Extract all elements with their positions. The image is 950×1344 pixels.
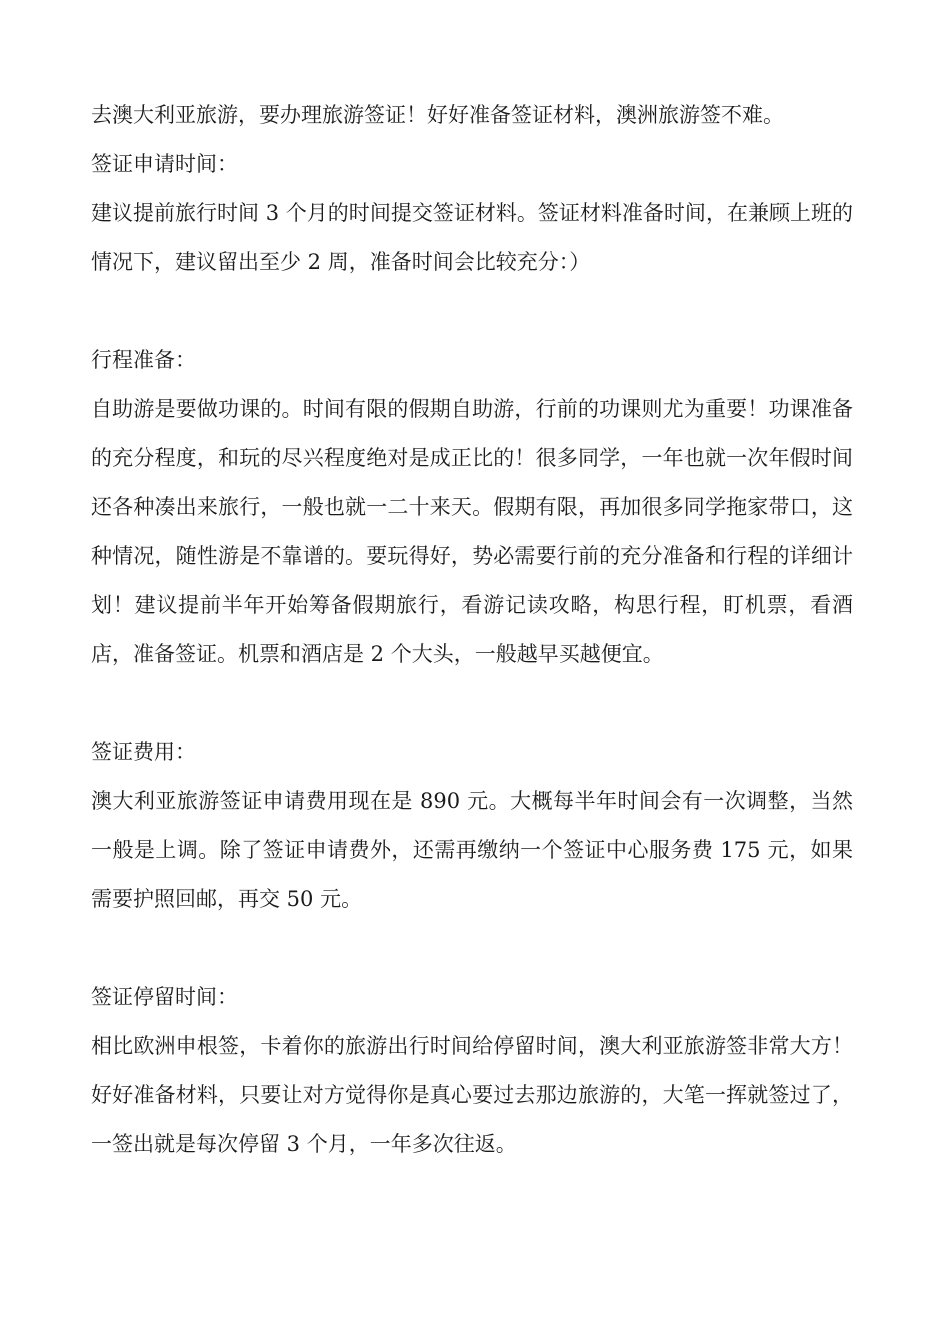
section-spacer [91,287,853,336]
section-spacer [91,679,853,728]
section-heading-visa-stay-duration: 签证停留时间： [91,985,238,1009]
section-heading-visa-application-time: 签证申请时间： [91,152,238,176]
section-body-itinerary-preparation: 自助游是要做功课的。时间有限的假期自助游，行前的功课则尤为重要！功课准备的充分程度，和玩的尽兴程度绝对是成正比的！很多同学，一年也就一次年假时间还各种凑出来旅行，一般也就一二十来天。假期有限，再加很多同学拖家带口，这种情况，随性游是不靠谱的。要玩得好，势必需要行前的充分准备和行程的详细计划！建议提前半年开始筹备假期旅行，看游记读攻略，构思行程，盯机票，看酒店，准备签证。机票和酒店是 2 个大头，一般越早买越便宜。 [91,397,853,666]
section-body-visa-fees: 澳大利亚旅游签证申请费用现在是 890 元。大概每半年时间会有一次调整，当然一般是上调。除了签证申请费外，还需再缴纳一个签证中心服务费 175 元，如果需要护照回邮，再交 50 元。 [91,789,853,911]
section-body-visa-stay-duration: 相比欧洲申根签，卡着你的旅游出行时间给停留时间，澳大利亚旅游签非常大方！好好准备材料，只要让对方觉得你是真心要过去那边旅游的，大笔一挥就签过了，一签出就是每次停留 3 个月，一年多次往返。 [91,1034,853,1156]
section-spacer [91,924,853,973]
section-heading-visa-fees: 签证费用： [91,740,196,764]
section-heading-itinerary-preparation: 行程准备： [91,348,196,372]
section-body-visa-application-time: 建议提前旅行时间 3 个月的时间提交签证材料。签证材料准备时间，在兼顾上班的情况下，建议留出至少 2 周，准备时间会比较充分：） [91,201,853,274]
document-body [91,91,853,1169]
intro-paragraph: 去澳大利亚旅游，要办理旅游签证！好好准备签证材料，澳洲旅游签不难。 [91,103,784,127]
